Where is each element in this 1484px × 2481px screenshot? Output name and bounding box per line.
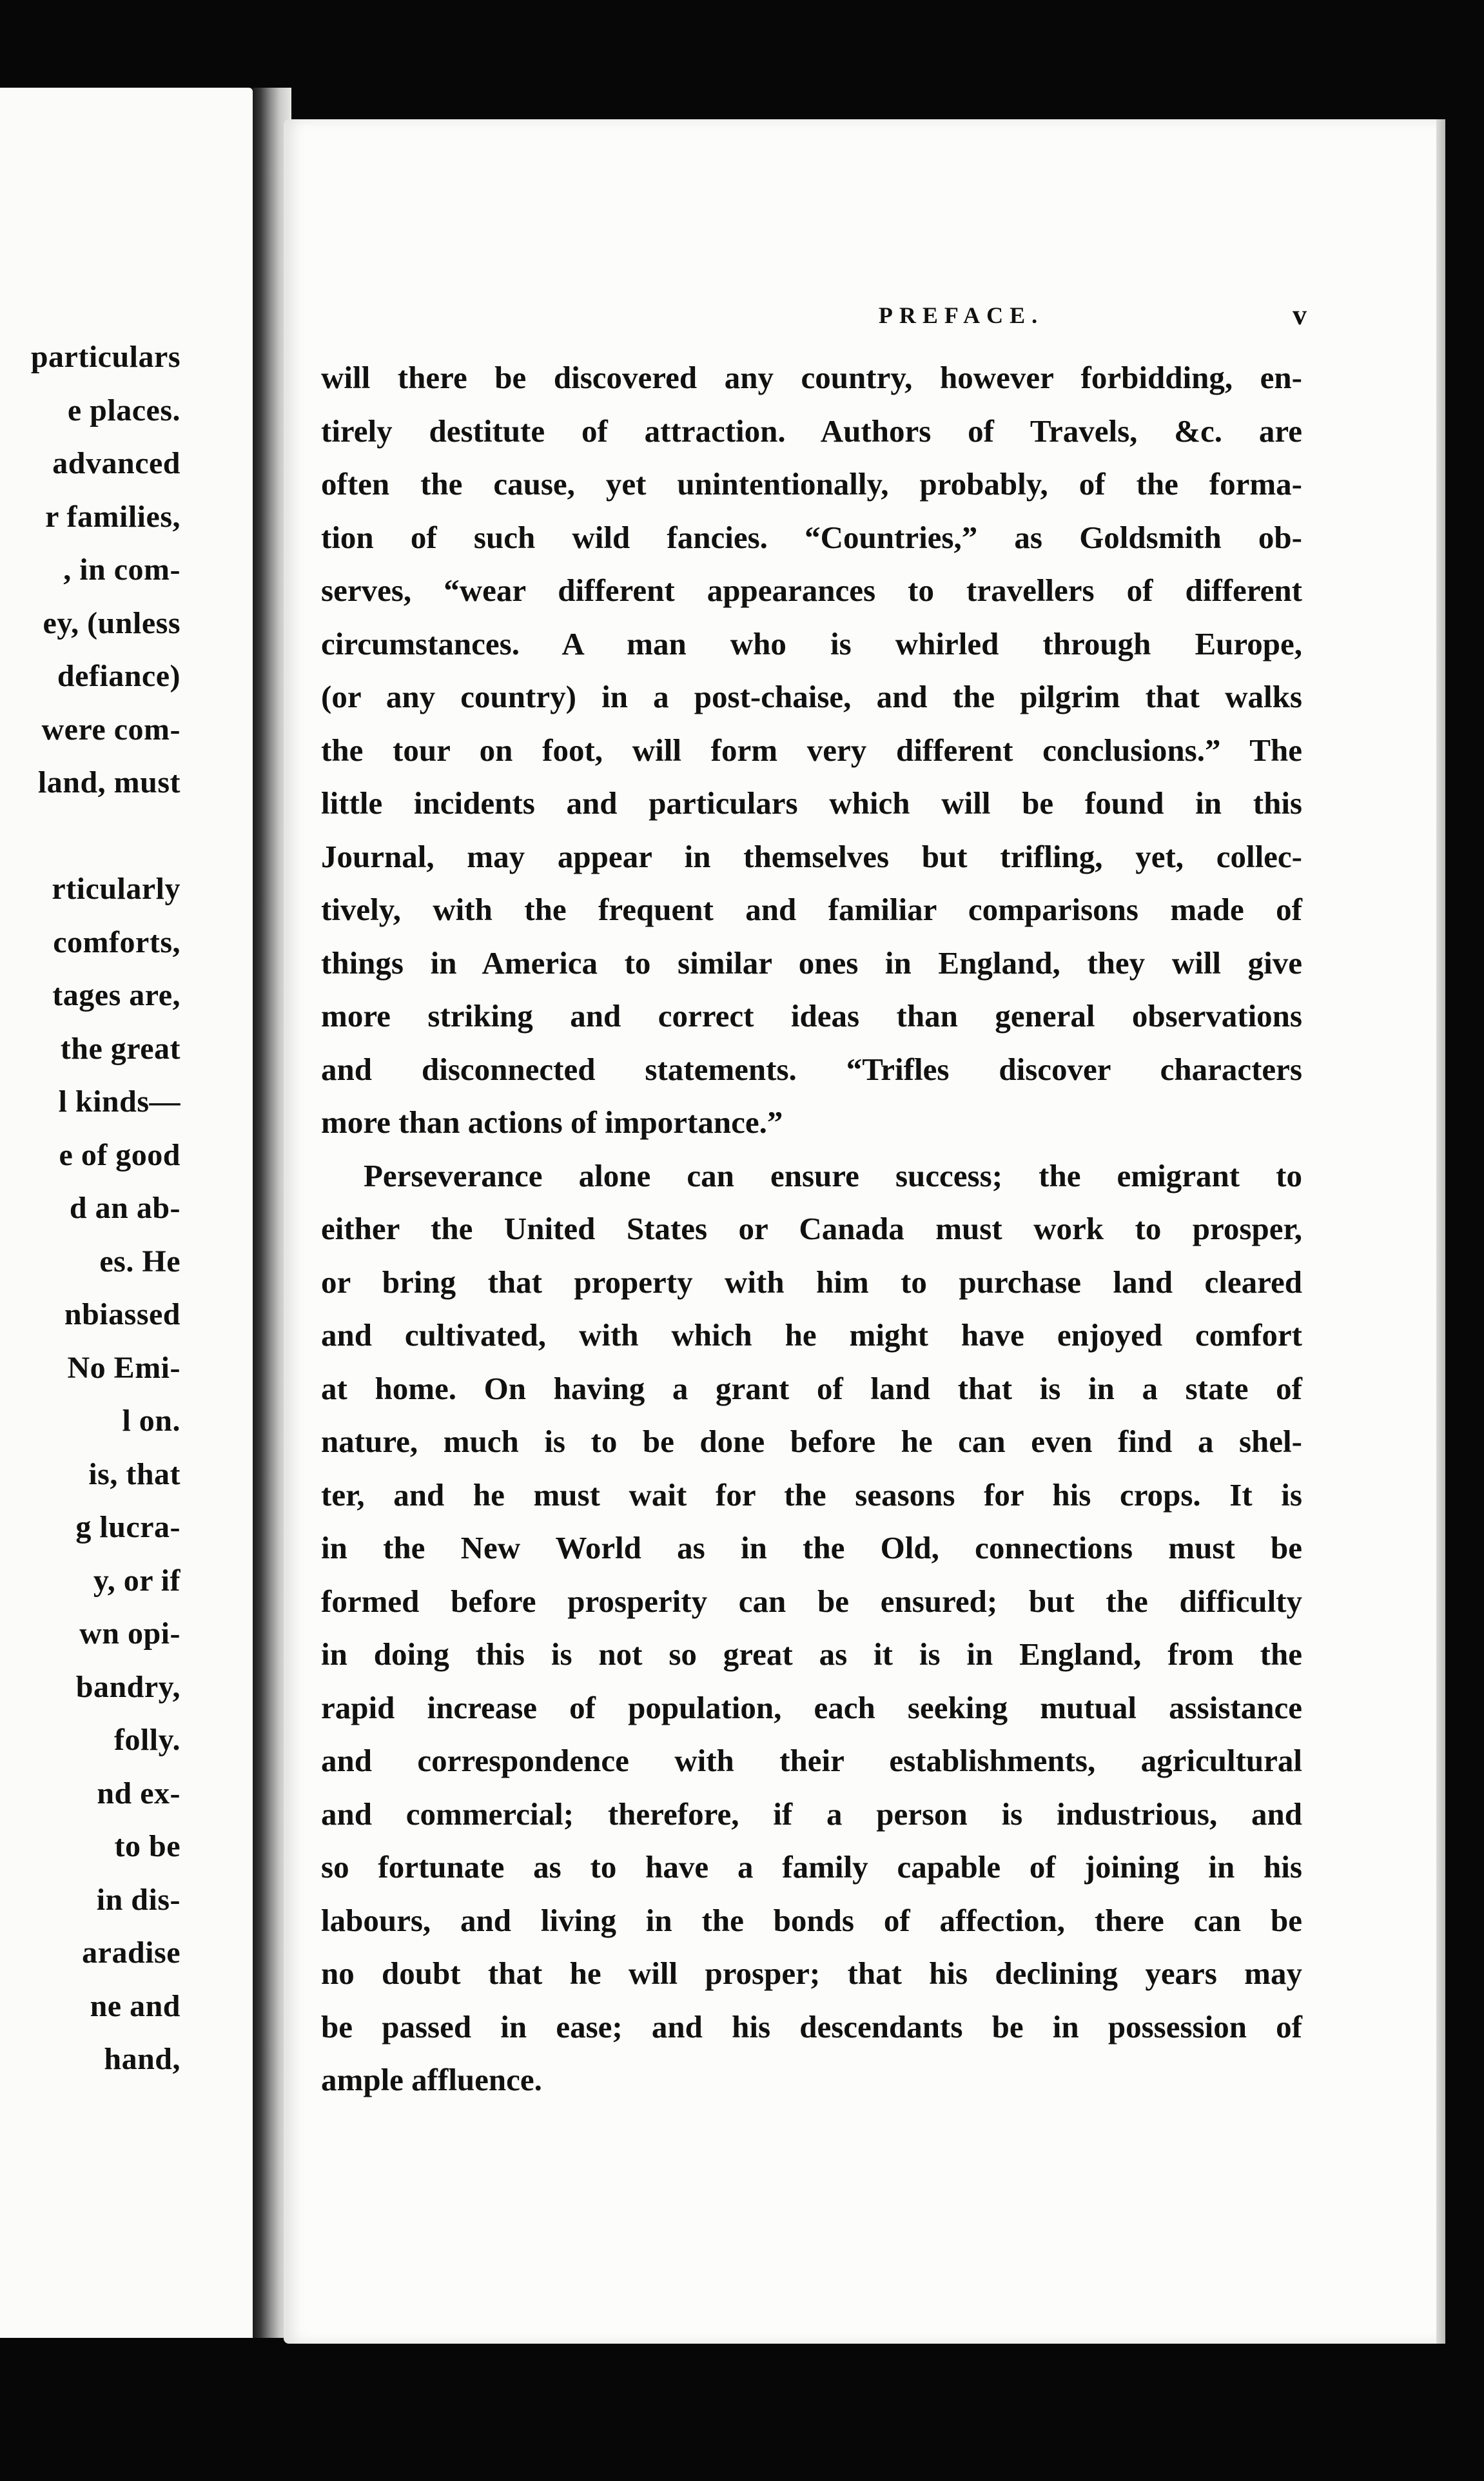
text-line: labours, and living in the bonds of affection, there can be <box>321 1902 1302 1938</box>
facing-page-line: ne and <box>90 1988 181 2023</box>
facing-page-line: comforts, <box>53 925 181 959</box>
page-number: v <box>1293 299 1307 331</box>
text-line: things in America to similar ones in England, they will give <box>321 945 1302 981</box>
facing-page-line: land, must <box>37 765 181 799</box>
facing-page-line: No Emi- <box>67 1350 181 1385</box>
text-line: often the cause, yet unintentionally, probably, of the forma- <box>321 466 1302 502</box>
text-line: formed before prosperity can be ensured; but the difficulty <box>321 1583 1302 1619</box>
facing-page-line: g lucra- <box>75 1510 181 1544</box>
text-line: (or any country) in a post-chaise, and the pilgrim that walks <box>321 679 1302 714</box>
text-line: in doing this is not so great as it is in England, from the <box>321 1636 1302 1672</box>
facing-page-line: nd ex- <box>97 1776 181 1810</box>
facing-page-line: were com- <box>41 712 181 747</box>
text-line: and commercial; therefore, if a person is industrious, and <box>321 1796 1302 1832</box>
facing-page-fragment <box>0 88 253 2338</box>
facing-page-line: wn opi- <box>79 1616 181 1651</box>
paragraph <box>321 351 1302 1150</box>
facing-page-line: l kinds— <box>58 1084 181 1119</box>
facing-page-line: y, or if <box>93 1563 181 1598</box>
facing-page-line: r families, <box>45 499 181 534</box>
text-line: Perseverance alone can ensure success; the emigrant to <box>364 1157 1302 1193</box>
facing-page-line: e places. <box>67 393 181 427</box>
text-line: tion of such wild fancies. “Countries,” as Goldsmith ob- <box>321 519 1302 555</box>
facing-page-line: aradise <box>82 1936 181 1970</box>
facing-page-line: is, that <box>88 1456 181 1491</box>
paragraph <box>321 1150 1302 2107</box>
running-head: PREFACE. <box>878 302 1044 328</box>
facing-page-line: in dis- <box>96 1882 181 1917</box>
text-line: ample affluence. <box>321 2062 542 2097</box>
facing-page-line: to be <box>114 1829 181 1863</box>
book-page <box>284 119 1445 2344</box>
facing-page-line: l on. <box>122 1404 181 1438</box>
facing-page-line: nbiassed <box>64 1297 181 1331</box>
facing-page-line: particulars <box>30 340 181 374</box>
facing-page-line: hand, <box>104 2042 181 2076</box>
text-line: no doubt that he will prosper; that his declining years may <box>321 1956 1302 1991</box>
text-line: either the United States or Canada must work to prosper, <box>321 1211 1302 1246</box>
facing-page-line: tages are, <box>52 978 181 1012</box>
text-line: ter, and he must wait for the seasons for his crops. It is <box>321 1476 1302 1513</box>
text-line: tively, with the frequent and familiar comparisons made of <box>321 892 1302 927</box>
text-line: tirely destitute of attraction. Authors of Travels, &c. are <box>321 413 1302 449</box>
facing-page-line: advanced <box>52 446 181 480</box>
facing-page-line: es. He <box>99 1244 181 1279</box>
text-line: little incidents and particulars which will be found in this <box>321 785 1302 821</box>
text-line: so fortunate as to have a family capable of joining in his <box>321 1849 1302 1885</box>
text-line: at home. On having a grant of land that is in a state of <box>321 1370 1302 1406</box>
text-line: will there be discovered any country, however forbidding, en- <box>321 360 1302 395</box>
page-edge <box>1436 119 1445 2344</box>
text-line: in the New World as in the Old, connections must be <box>321 1530 1302 1565</box>
facing-page-line: defiance) <box>57 659 181 693</box>
text-line: and cultivated, with which he might have enjoyed comfort <box>321 1317 1302 1353</box>
text-line: and disconnected statements. “Trifles discover characters <box>321 1051 1302 1087</box>
facing-page-line: ey, (unless <box>43 605 181 640</box>
text-line: more than actions of importance.” <box>321 1104 783 1140</box>
text-line: and correspondence with their establishments, agricultural <box>321 1743 1302 1778</box>
body-text <box>321 351 1302 2107</box>
text-line: be passed in ease; and his descendants be in possession of <box>321 2008 1302 2045</box>
text-line: rapid increase of population, each seeking mutual assistance <box>321 1689 1302 1725</box>
text-line: the tour on foot, will form very different conclusions.” The <box>321 732 1302 768</box>
facing-page-line: e of good <box>59 1137 181 1172</box>
facing-page-line: folly. <box>113 1723 181 1757</box>
facing-page-line: rticularly <box>52 872 181 906</box>
facing-page-line: d an ab- <box>69 1191 181 1225</box>
text-line: circumstances. A man who is whirled through Europe, <box>321 625 1302 662</box>
facing-page-line: the great <box>60 1031 181 1066</box>
text-line: or bring that property with him to purchase land cleared <box>321 1264 1302 1300</box>
text-line: Journal, may appear in themselves but trifling, yet, collec- <box>321 838 1302 874</box>
facing-page-line: bandry, <box>75 1669 181 1704</box>
facing-page-line: , in com- <box>63 553 181 587</box>
text-line: more striking and correct ideas than general observations <box>321 998 1302 1034</box>
text-line: nature, much is to be done before he can even find a shel- <box>321 1424 1302 1459</box>
text-line: serves, “wear different appearances to travellers of different <box>321 573 1302 608</box>
